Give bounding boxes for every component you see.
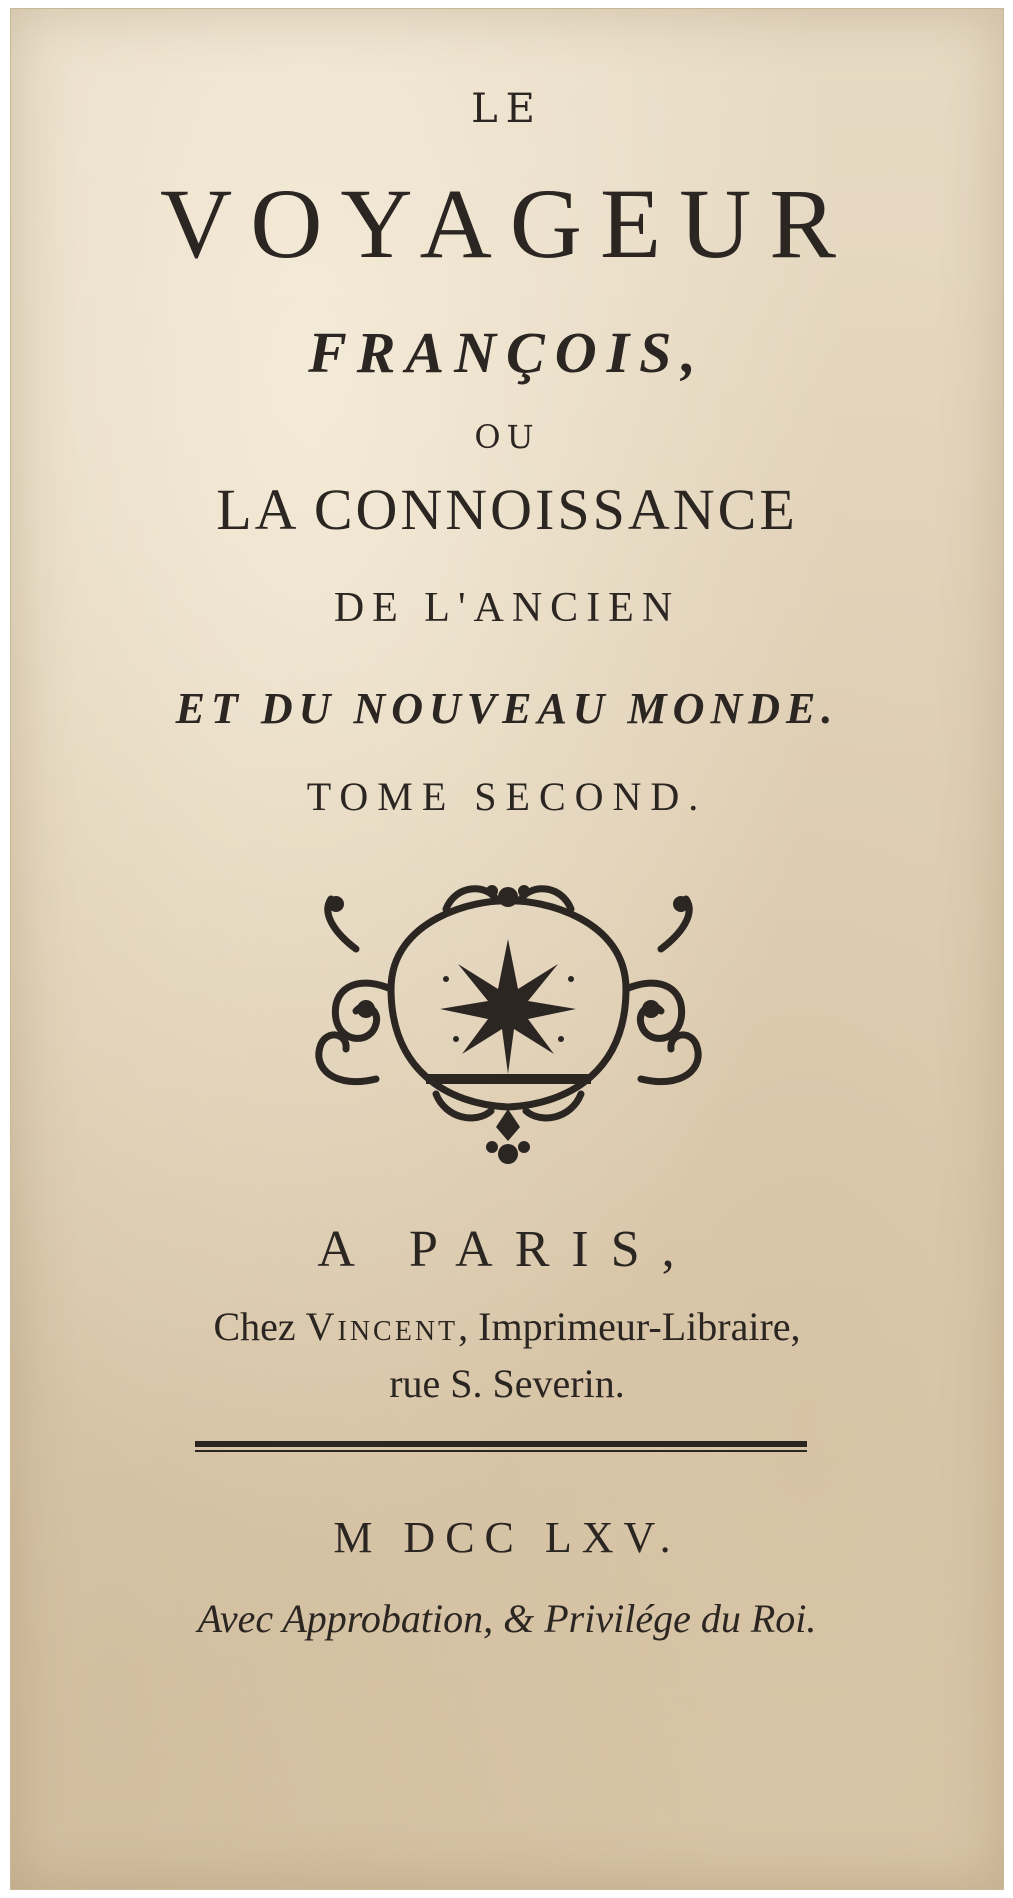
royal-privilege-note: Avec Approbation, & Privilége du Roi.: [197, 1596, 817, 1641]
subtitle-line-3: ET DU NOUVEAU MONDE.: [175, 684, 839, 733]
title-adjective: FRANÇOIS,: [308, 320, 706, 385]
publication-year: M DCC LXV.: [333, 1513, 681, 1562]
rule-thin: [195, 1450, 807, 1452]
title-page: [10, 8, 1004, 1890]
subtitle-line-2: DE L'ANCIEN: [333, 585, 681, 631]
title-article: LE: [471, 86, 543, 132]
imprint-trade: , Imprimeur-Libraire,: [458, 1304, 801, 1349]
imprint-chez: Chez: [213, 1304, 296, 1349]
volume-label: TOME SECOND.: [306, 774, 708, 819]
floral-vignette-ornament-icon: [296, 879, 721, 1174]
imprint-street: rue S. Severin.: [389, 1361, 625, 1406]
double-rule-divider: [195, 1441, 807, 1453]
imprint-publisher: [11, 1304, 1003, 1349]
imprint-printer-name: Vincent: [305, 1304, 459, 1349]
title-main-word: VOYAGEUR: [160, 168, 854, 279]
title-conjunction: OU: [474, 418, 540, 456]
subtitle-line-1: LA CONNOISSANCE: [216, 477, 798, 542]
imprint-city: A PARIS,: [317, 1221, 697, 1278]
rule-thick: [195, 1441, 807, 1447]
